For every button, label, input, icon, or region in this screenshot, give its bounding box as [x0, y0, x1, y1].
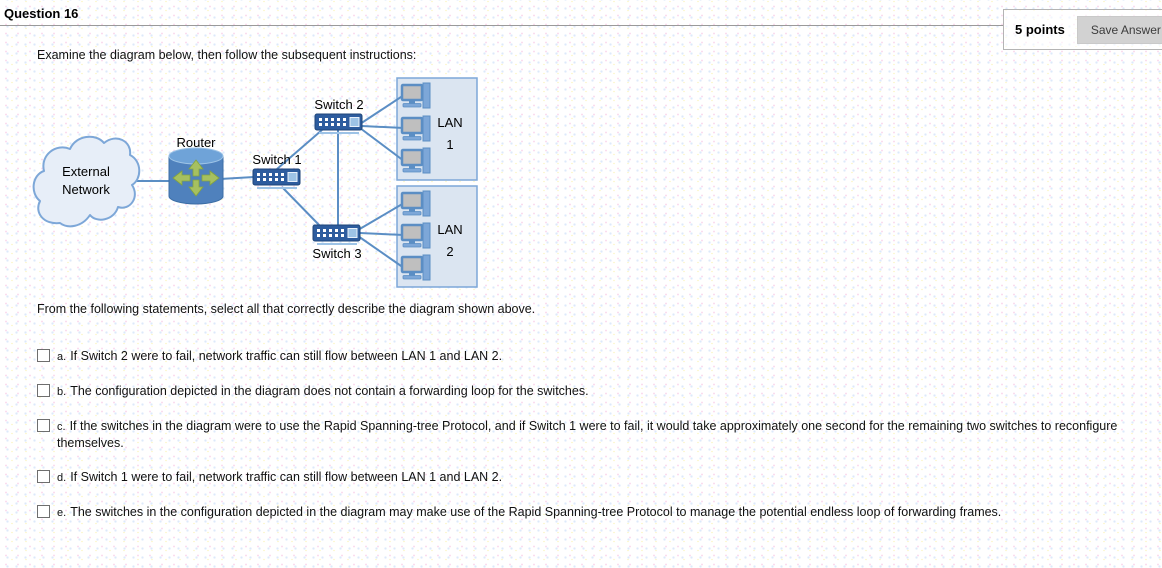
router-label: Router [176, 135, 216, 150]
question-title: Question 16 [4, 6, 79, 21]
option-d-letter: d. [57, 472, 67, 484]
option-row-d [37, 469, 1139, 486]
external-network-label-line1: External [62, 164, 110, 179]
router-icon [169, 148, 223, 204]
switch2-icon [315, 114, 362, 133]
header-divider [0, 25, 1003, 26]
option-row-c [37, 418, 1139, 451]
save-answer-button[interactable]: Save Answer [1077, 16, 1162, 44]
lan2-label-line2: 2 [446, 244, 454, 259]
external-network-label-line2: Network [62, 182, 110, 197]
lan1-pc3-icon [402, 148, 430, 173]
question-intro-text: Examine the diagram below, then follow the subsequent instructions: [37, 48, 417, 62]
switch2-label: Switch 2 [314, 97, 364, 112]
points-label: 5 points [1015, 22, 1065, 37]
option-e-checkbox[interactable] [37, 505, 50, 518]
switch1-label: Switch 1 [252, 152, 302, 167]
option-b-text: b. The configuration depicted in the diagram does not contain a forwarding loop for the switches. [57, 384, 589, 398]
option-e-text: e. The switches in the configuration depicted in the diagram may make use of the Rapid Spanning-tree Protocol to manage the potential endless loop of forwarding frames. [57, 505, 1002, 519]
points-box [1003, 9, 1162, 50]
option-c-checkbox[interactable] [37, 419, 50, 432]
switch1-icon [253, 169, 300, 188]
lan2-pc1-icon [402, 191, 430, 216]
lan1-pc2-icon [402, 116, 430, 141]
option-d-checkbox[interactable] [37, 470, 50, 483]
answer-options [37, 348, 1139, 521]
option-row-a [37, 348, 1139, 365]
option-c-text: c. If the switches in the diagram were to use the Rapid Spanning-tree Protocol, and if Switch 1 were to fail, it would take approximately one second for the remaining two switches to reconfigure themselves. [57, 419, 1118, 450]
lan2-label-line1: LAN [437, 222, 463, 237]
option-b-checkbox[interactable] [37, 384, 50, 397]
switch3-icon [313, 225, 360, 244]
lan2-pc2-icon [402, 223, 430, 248]
lan1-label-line2: 1 [446, 137, 454, 152]
lan1-pc1-icon [402, 83, 430, 108]
option-a-checkbox[interactable] [37, 349, 50, 362]
option-c-letter: c. [57, 421, 66, 433]
lan1-label-line1: LAN [437, 115, 463, 130]
option-row-b [37, 383, 1139, 400]
option-b-letter: b. [57, 386, 67, 398]
option-a-letter: a. [57, 351, 67, 363]
lan2-pc3-icon [402, 255, 430, 280]
option-e-letter: e. [57, 507, 67, 519]
network-diagram [30, 75, 480, 290]
option-d-text: d. If Switch 1 were to fail, network traffic can still flow between LAN 1 and LAN 2. [57, 470, 503, 484]
option-a-text: a. If Switch 2 were to fail, network traffic can still flow between LAN 1 and LAN 2. [57, 349, 503, 363]
switch3-label: Switch 3 [312, 246, 362, 261]
option-row-e [37, 504, 1139, 521]
question-prompt-text: From the following statements, select all that correctly describe the diagram shown above. [37, 302, 536, 316]
